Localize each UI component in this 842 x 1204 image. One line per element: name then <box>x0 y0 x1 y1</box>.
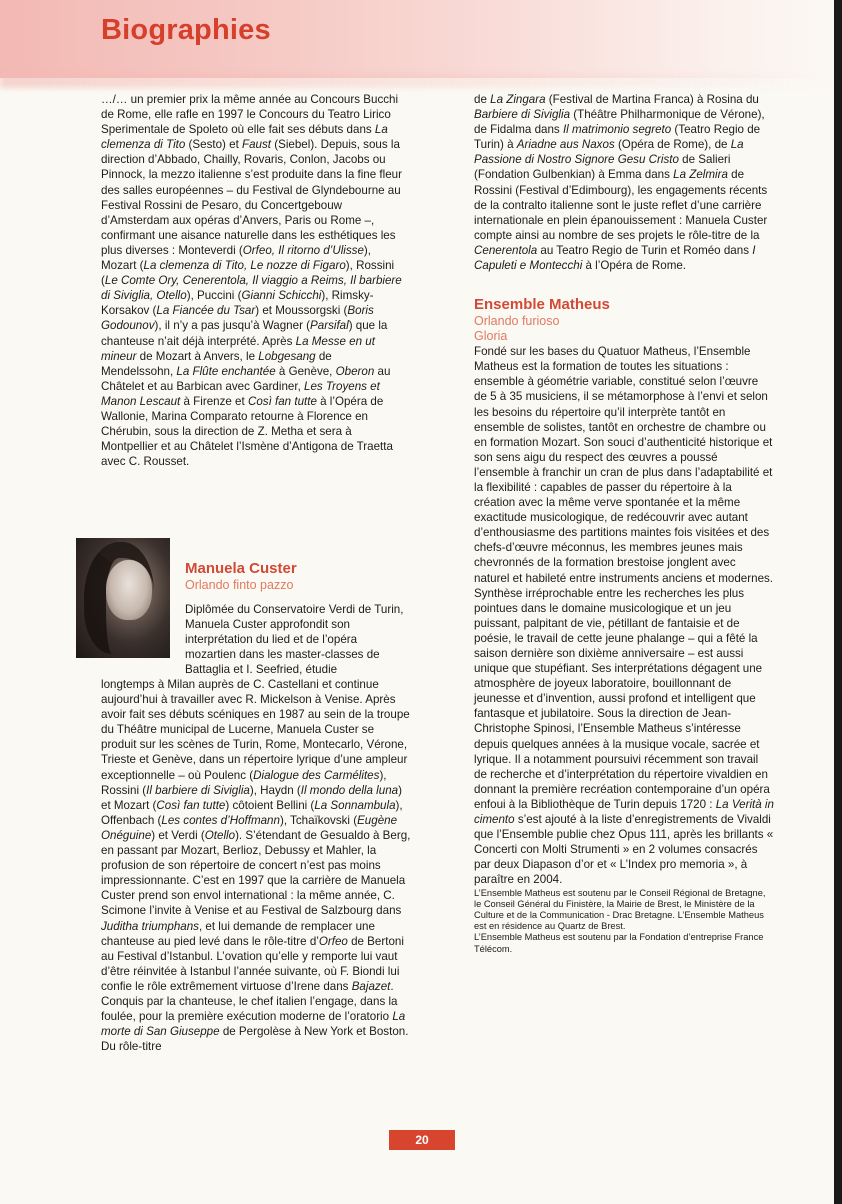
text-run: s’est ajouté à la liste d’enregistrements de Vivaldi que l’Ensemble publie chez Opus 111, après les brillants « Concerti con Molti Strumenti » en 2 volumes consacrés par deux Diapason d’or et « L’Index pro memoria », à paraître en 2004. <box>474 813 774 887</box>
work-title: Boris Godounov <box>101 304 374 333</box>
text-run: …/… un premier prix la même année au Concours Bucchi de Rome, elle rafle en 1997 le Concours du Teatro Lirico Sperimentale de Spoleto où elle fait ses débuts dans <box>101 93 399 137</box>
work-title: La Passione di Nostro Signore Gesu Cristo <box>474 138 744 167</box>
portrait-photo <box>76 538 170 658</box>
text-run: de Mozart à Anvers, le <box>136 349 259 363</box>
program-title-2: Gloria <box>474 329 508 344</box>
work-title: La Zelmira <box>673 168 728 182</box>
work-title: Orfeo <box>318 934 348 948</box>
text-run: (Sesto) et <box>185 138 243 152</box>
work-title: La Messe en ut mineur <box>101 334 375 363</box>
work-title: Barbiere di Siviglia <box>474 108 571 122</box>
page-title: Biographies <box>101 14 271 46</box>
text-run: ), Offenbach ( <box>101 798 403 827</box>
work-title: Les Troyens et Manon Lescaut <box>101 379 380 408</box>
work-title: Oberon <box>335 364 375 378</box>
text-run: ), Rossini ( <box>101 259 395 288</box>
work-title: Così fan tutte <box>156 798 226 812</box>
text-run: ), il n’y a pas jusqu’à Wagner ( <box>154 319 311 333</box>
footnote-sponsors: L’Ensemble Matheus est soutenu par le Conseil Régional de Bretagne, le Conseil Général du Finistère, la Mairie de Brest, le Ministère de la Culture et de la Communication - Drac Bretagne. L’Ensemble Matheus est en résidence au Quartz de Brest. <box>474 887 766 932</box>
text-run: , et lui demande de remplacer une chanteuse au pied levé dans le rôle-titre d’ <box>101 919 375 948</box>
work-title: La Sonnambula <box>314 798 396 812</box>
work-title: Cenerentola <box>474 243 538 257</box>
text-run: ) et Moussorgski ( <box>255 304 348 318</box>
text-run: de Salieri (Fondation Gulbenkian) à Emma dans <box>474 153 731 182</box>
text-run: ), Mozart ( <box>101 243 371 273</box>
text-run: ). S’étendant de Gesualdo à Berg, en passant par Mozart, Berlioz, Debussy et Mahler, la profusion de son répertoire de concert n’est pas moins impressionnante. C’est en 1997 que la carrière de Manuela Custer prend son envol international : la même année, C. Scimone l’invite à Venise et au Festival de Salzbourg dans <box>101 828 411 918</box>
work-title: Juditha triumphans <box>101 919 199 933</box>
text-run: à Genève, <box>275 364 336 378</box>
work-title: Così fan tutte <box>247 394 317 408</box>
text-run: (Théâtre Philharmonique de Vérone), de Fidalma dans <box>474 108 765 137</box>
work-title: La clemenza di Tito <box>101 123 388 152</box>
work-title: Il mondo della luna <box>300 783 399 797</box>
work-title: La Zingara <box>490 93 546 106</box>
text-run: de <box>474 93 491 106</box>
text-run: ) et Mozart ( <box>101 783 402 812</box>
work-title: La Fiancée du Tsar <box>156 304 256 318</box>
work-title: Ariadne aus Naxos <box>516 138 615 152</box>
text-run: longtemps à Milan auprès de C. Castellani et continue aujourd’hui à travailler avec R. Mickelson à Venise. Après avoir fait ses débuts scéniques en 1987 au sein de la troupe du Théâtre municipal de Lucerne, Manuela Custer se produit sur les scènes de Turin, Rome, Montecarlo, Vérone, Trieste et Genève, dans un répertoire lyrique d’une ampleur exceptionnelle – où Poulenc ( <box>101 678 410 782</box>
work-title: La Flûte enchantée <box>176 364 276 378</box>
matheus-paragraph <box>474 344 774 887</box>
text-run: de Bertoni au Festival d’Istanbul. L’ovation qu’elle y remporte lui vaut d’être réinvitée à Istanbul l’année suivante, où F. Biondi lui confie le rôle extrêmement virtuose d’Irene dans <box>101 934 404 993</box>
work-title: Otello <box>204 828 236 842</box>
text-run: ), Tchaïkovski ( <box>279 813 358 827</box>
left-intro-text <box>101 92 407 469</box>
artist-name: Manuela Custer <box>185 560 297 577</box>
artist-role: Orlando finto pazzo <box>185 578 294 592</box>
text-run: au Châtelet et au Barbican avec Gardiner, <box>101 364 391 393</box>
text-run: à l’Opéra de Rome. <box>582 259 687 273</box>
work-title: Les contes d’Hoffmann <box>161 813 280 827</box>
text-run: au Teatro Regio de Turin et Roméo dans <box>537 243 753 257</box>
text-run: (Siebel). Depuis, sous la direction d’Abbado, Chailly, Rovaris, Conlon, Jacobs ou Pinnock, la mezzo italienne s’est produite dans la fine fleur des salles européennes – du Festival de Glyndebourne au Festival Rossini de Pesaro, du Concertgebouw d’Amsterdam aux opéras d’Anvers, Paris ou Rome –, confirmant une aisance naturelle dans les esthétiques les plus diverses : Monteverdi ( <box>101 138 402 257</box>
right-intro-paragraph <box>474 92 774 273</box>
work-title: Eugène Onéguine <box>101 813 398 842</box>
text-run: à l’Opéra de Wallonie, Marina Comparato retourne à Florence en Chérubin, sous la direction de Z. Metha et sera à Montpellier et au Châtelet l’Ismène d’Antigona de Traetta avec C. Rousset. <box>101 394 393 469</box>
watermark <box>0 761 1 864</box>
work-title: Il barbiere di Siviglia <box>146 783 250 797</box>
portrait-face <box>106 560 152 620</box>
ensemble-name: Ensemble Matheus <box>474 296 610 314</box>
custer-paragraph <box>101 677 411 1054</box>
right-column <box>474 92 774 955</box>
work-title: La clemenza di Tito, Le nozze di Figaro <box>143 259 346 273</box>
text-run: de Mendelssohn, <box>101 349 332 378</box>
text-run: de Pergolèse à New York et Boston. Du rôle-titre <box>101 1025 409 1054</box>
text-run: Fondé sur les bases du Quatuor Matheus, l’Ensemble Matheus est la formation de toutes les situations : ensemble à géométrie variable, constitué selon l’œuvre de 5 à 35 musiciens, il se métamorphose à l’envi et selon les besoins du répertoire qu’il interprète tantôt en ensemble de solistes, tantôt en orchestre de chambre ou en formation Mozart. Son souci d’authenticité historique et son sens aigu du respect des œuvres a poussé l’ensemble à franchir un cran de plus dans l’adaptabilité et la flexibilité : capables de passer du répertoire à la création avec la même verve spontanée et la même exactitude musicologique, de redécouvrir avec autant d’enthousiasme des partitions maintes fois visitées et des chefs-d’œuvre méconnus, les membres jeunes mais chevronnés de la formation brestoise jonglent avec naturel et habileté entre instruments anciens et modernes. Synthèse irréprochable entre les recherches les plus pointues dans le domaine musicologique et un jeu puissant, palpitant de vie, pétillant de fantaisie et de poésie, le travail de cette jeune phalange – qui a fêté la saison dernière son dixième anniversaire – est aussi unique que stupéfiant. Ses interprétations dégagent une atmosphère de joyeux laboratoire, bouillonnant de jeunesse et d’invention, aussi profond et intelligent que fantasque et jubilatoire. Sous la direction de Jean-Christophe Spinosi, l’Ensemble Matheus s’intéresse depuis quelques années à la musique vocale, sacrée et lyrique. Il a notamment poursuivi récemment son travail de recherche et d’interprétation du répertoire vivaldien en donnant la première recréation contemporaine d’un opéra enfoui à la Bibliothèque de Turin depuis 1720 : <box>474 345 774 811</box>
work-title: Bajazet <box>351 979 391 993</box>
text-run: ), Rimsky-Korsakov ( <box>101 289 374 318</box>
work-title: Lobgesang <box>258 349 316 363</box>
text-run: (Teatro Regio de Turin) à <box>474 123 761 152</box>
text-run: de Rossini (Festival d’Edimbourg), les engagements récents de la contralto italienne sont le juste reflet d’une carrière internationale en plein épanouissement : Manuela Custer compte ainsi au nombre de ses projets le rôle-titre de la <box>474 168 768 242</box>
text-run: ) côtoient Bellini ( <box>225 798 315 812</box>
work-title: Gianni Schicchi <box>241 289 322 303</box>
work-title: Le Comte Ory, Cenerentola, Il viaggio a Reims, Il barbiere di Siviglia, Otello <box>101 274 402 303</box>
matheus-heading <box>474 296 774 344</box>
work-title: Parsifal <box>310 319 349 333</box>
work-title: Dialogue des Carmélites <box>253 768 380 782</box>
work-title: Orfeo, Il ritorno d’Ulisse <box>242 243 364 257</box>
program-title-1: Orlando furioso <box>474 314 560 329</box>
custer-wrap-text <box>185 602 410 677</box>
text-run: (Festival de Martina Franca) à Rosina du <box>545 93 759 106</box>
work-title: I Capuleti e Montecchi <box>474 243 756 273</box>
custer-body-text <box>101 677 411 1054</box>
text-run: ), Rossini ( <box>101 768 387 797</box>
work-title: La Verità in cimento <box>474 797 774 827</box>
text-run: . Conquis par la chanteuse, le chef italien l’engage, dans la foulée, pour la première exécution moderne de l’oratorio <box>101 979 398 1024</box>
custer-wrap-paragraph: Diplômée du Conservatoire Verdi de Turin, Manuela Custer approfondit son interprétation du lied et de l’opéra mozartien dans les master-classes de Battaglia et I. Seefried, étudie <box>185 603 404 677</box>
custer-heading <box>185 560 415 593</box>
text-run: ), Puccini ( <box>186 289 242 303</box>
text-run: à Firenze et <box>180 394 248 408</box>
footnote-foundation: L’Ensemble Matheus est soutenu par la Fondation d’entreprise France Télécom. <box>474 932 764 954</box>
scan-edge <box>834 0 842 1204</box>
text-run: ), Haydn ( <box>249 783 301 797</box>
text-run: ) et Verdi ( <box>151 828 205 842</box>
work-title: Il matrimonio segreto <box>562 123 672 137</box>
work-title: Faust <box>242 138 272 152</box>
page-number: 20 <box>389 1130 455 1150</box>
text-run: ) que la chanteuse n’ait déjà interprété. Après <box>101 319 388 348</box>
work-title: La morte di San Giuseppe <box>101 1010 406 1039</box>
left-intro-paragraph <box>101 92 407 469</box>
text-run: (Opéra de Rome), de <box>614 138 731 152</box>
